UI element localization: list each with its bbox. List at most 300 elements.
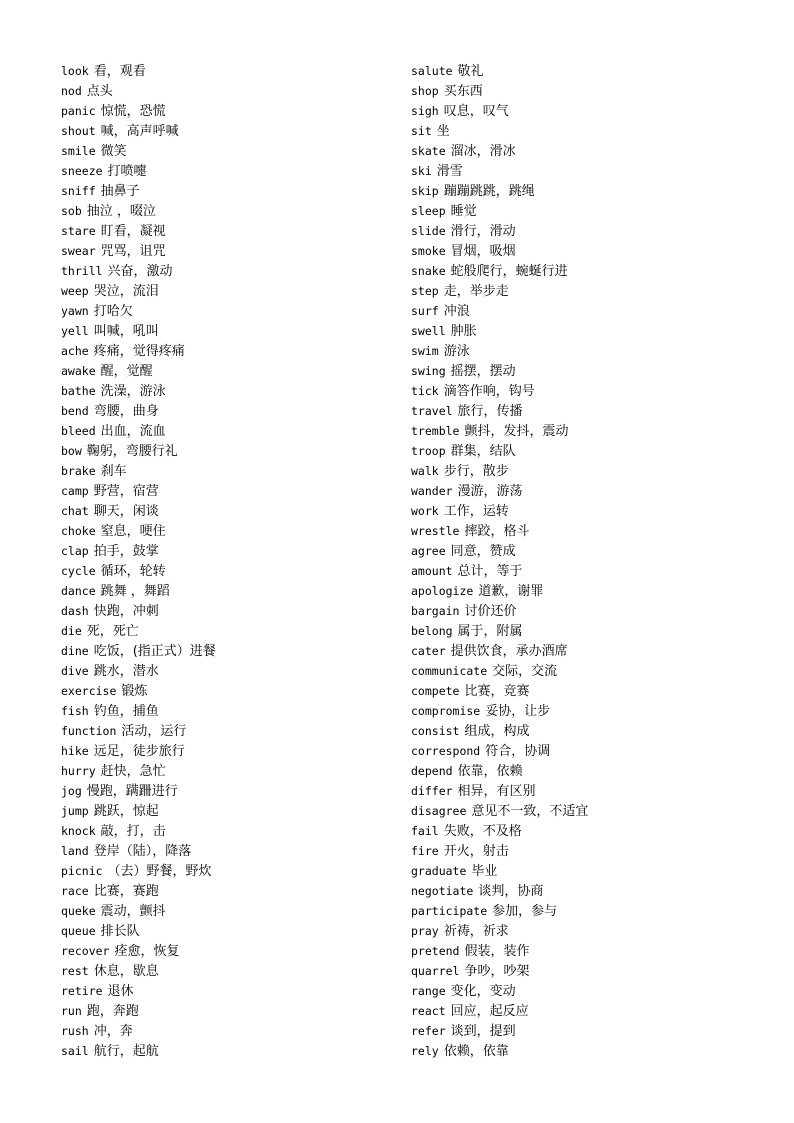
vocab-entry — [61, 301, 401, 321]
vocab-entry — [411, 141, 781, 161]
vocab-meaning: 祈祷，祈求 — [443, 924, 509, 939]
vocab-meaning: 走，举步走 — [443, 284, 509, 299]
vocab-entry — [411, 121, 781, 141]
vocab-word: panic — [61, 104, 96, 118]
vocab-entry — [61, 801, 401, 821]
vocab-meaning: 跳跃，惊起 — [93, 804, 159, 819]
vocab-meaning: 叫喊，吼叫 — [93, 324, 159, 339]
vocab-meaning: 买东西 — [443, 84, 483, 99]
vocab-word: recover — [61, 944, 110, 958]
vocab-entry — [61, 381, 401, 401]
vocab-word: apologize — [411, 584, 474, 598]
vocab-meaning: 变化，变动 — [450, 984, 516, 999]
vocab-word: bleed — [61, 424, 96, 438]
vocab-entry — [61, 901, 401, 921]
vocab-meaning: 醒，觉醒 — [100, 364, 153, 379]
vocab-word: compromise — [411, 704, 481, 718]
vocab-word: awake — [61, 364, 96, 378]
vocab-meaning: 步行，散步 — [443, 464, 509, 479]
vocab-word: sniff — [61, 184, 96, 198]
vocab-word: fail — [411, 824, 439, 838]
vocab-entry — [411, 681, 781, 701]
vocab-meaning: 喊，高声呼喊 — [100, 124, 179, 139]
vocab-entry — [61, 541, 401, 561]
vocab-entry — [61, 1041, 401, 1061]
vocab-entry — [61, 281, 401, 301]
vocab-meaning: 活动，运行 — [121, 724, 187, 739]
vocab-word: exercise — [61, 684, 117, 698]
vocab-entry — [411, 481, 781, 501]
vocab-entry — [411, 401, 781, 421]
vocab-entry — [61, 461, 401, 481]
vocab-entry — [61, 361, 401, 381]
vocab-word: brake — [61, 464, 96, 478]
vocab-entry — [61, 581, 401, 601]
vocab-word: belong — [411, 624, 453, 638]
vocab-meaning: 休息，歇息 — [93, 964, 159, 979]
vocab-meaning: 吃饭，(指正式）进餐 — [93, 644, 216, 659]
vocab-word: bargain — [411, 604, 460, 618]
vocab-word: swell — [411, 324, 446, 338]
vocab-entry — [61, 521, 401, 541]
vocab-entry — [61, 221, 401, 241]
vocab-word: skate — [411, 144, 446, 158]
vocab-meaning: 兴奋，激动 — [107, 264, 173, 279]
vocab-entry — [411, 441, 781, 461]
vocab-entry — [61, 921, 401, 941]
vocab-meaning: 死，死亡 — [86, 624, 139, 639]
vocab-entry — [411, 261, 781, 281]
vocab-meaning: 坐 — [436, 124, 450, 139]
vocab-meaning: 冲，奔 — [93, 1024, 133, 1039]
vocab-meaning: 意见不一致，不适宜 — [471, 804, 589, 819]
vocab-word: dance — [61, 584, 96, 598]
vocab-meaning: 游泳 — [443, 344, 470, 359]
vocab-entry — [61, 241, 401, 261]
vocab-word: stare — [61, 224, 96, 238]
vocab-meaning: 滑雪 — [436, 164, 463, 179]
vocab-entry — [61, 121, 401, 141]
vocab-word: communicate — [411, 664, 488, 678]
vocab-entry — [411, 981, 781, 1001]
vocab-meaning: 盯看，凝视 — [100, 224, 166, 239]
vocab-meaning: 颤抖，发抖，震动 — [464, 424, 569, 439]
vocab-entry — [411, 561, 781, 581]
vocab-meaning: 惊慌，恐慌 — [100, 104, 166, 119]
vocab-entry — [61, 621, 401, 641]
vocab-meaning: 跑，奔跑 — [86, 1004, 139, 1019]
vocab-word: yawn — [61, 304, 89, 318]
vocab-meaning: 滴答作响，钩号 — [443, 384, 535, 399]
vocab-word: sob — [61, 204, 82, 218]
vocab-word: dive — [61, 664, 89, 678]
vocab-meaning: 提供饮食，承办酒席 — [450, 644, 568, 659]
vocab-entry — [61, 981, 401, 1001]
vocab-entry — [411, 81, 781, 101]
vocab-entry — [411, 881, 781, 901]
vocab-word: rest — [61, 964, 89, 978]
vocab-meaning: 点头 — [86, 84, 113, 99]
vocab-meaning: 鞠躬，弯腰行礼 — [86, 444, 178, 459]
vocab-meaning: 聊天，闲谈 — [93, 504, 159, 519]
vocab-word: queue — [61, 924, 96, 938]
vocab-entry — [411, 521, 781, 541]
vocab-meaning: 争吵，吵架 — [464, 964, 530, 979]
vocab-word: react — [411, 1004, 446, 1018]
vocab-meaning: 组成，构成 — [464, 724, 530, 739]
vocab-word: pretend — [411, 944, 460, 958]
vocab-entry — [411, 921, 781, 941]
vocab-entry — [61, 861, 401, 881]
vocab-meaning: 谈到，提到 — [450, 1024, 516, 1039]
vocab-entry — [411, 221, 781, 241]
vocab-entry — [61, 341, 401, 361]
vocab-meaning: 叹息，叹气 — [443, 104, 509, 119]
vocab-entry — [411, 321, 781, 341]
vocab-word: pray — [411, 924, 439, 938]
vocab-word: jog — [61, 784, 82, 798]
vocab-entry — [411, 201, 781, 221]
vocab-entry — [411, 181, 781, 201]
vocab-word: bend — [61, 404, 89, 418]
vocab-meaning: 工作，运转 — [443, 504, 509, 519]
vocab-entry — [411, 281, 781, 301]
vocab-entry — [61, 81, 401, 101]
vocab-entry — [61, 141, 401, 161]
vocab-meaning: 抽鼻子 — [100, 184, 140, 199]
vocab-entry — [61, 501, 401, 521]
vocab-word: correspond — [411, 744, 481, 758]
vocab-entry — [411, 421, 781, 441]
vocab-meaning: 假装，装作 — [464, 944, 530, 959]
vocab-word: retire — [61, 984, 103, 998]
vocab-entry — [61, 421, 401, 441]
vocab-meaning: 符合，协调 — [485, 744, 551, 759]
vocab-meaning: 比赛，赛跑 — [93, 884, 159, 899]
vocab-entry — [61, 641, 401, 661]
vocab-meaning: 排长队 — [100, 924, 140, 939]
vocab-meaning: 哭泣，流泪 — [93, 284, 159, 299]
vocab-entry — [61, 781, 401, 801]
vocab-word: cycle — [61, 564, 96, 578]
vocab-word: bow — [61, 444, 82, 458]
vocab-meaning: 群集，结队 — [450, 444, 516, 459]
vocab-meaning: 刹车 — [100, 464, 127, 479]
vocab-entry — [411, 841, 781, 861]
vocab-word: quarrel — [411, 964, 460, 978]
vocab-word: agree — [411, 544, 446, 558]
vocab-word: hurry — [61, 764, 96, 778]
vocab-word: sail — [61, 1044, 89, 1058]
vocab-meaning: 看，观看 — [93, 64, 146, 79]
vocab-word: depend — [411, 764, 453, 778]
vocab-word: queke — [61, 904, 96, 918]
vocab-meaning: 相异，有区别 — [457, 784, 536, 799]
vocabulary-column-right — [411, 61, 781, 1061]
vocab-word: fish — [61, 704, 89, 718]
vocab-entry — [61, 161, 401, 181]
vocab-meaning: 敬礼 — [457, 64, 484, 79]
vocab-meaning: 微笑 — [100, 144, 127, 159]
vocab-meaning: 窒息，哽住 — [100, 524, 166, 539]
vocab-word: sigh — [411, 104, 439, 118]
vocab-meaning: 睡觉 — [450, 204, 477, 219]
vocab-meaning: 钓鱼，捕鱼 — [93, 704, 159, 719]
vocab-entry — [411, 721, 781, 741]
vocab-entry — [411, 1041, 781, 1061]
vocab-meaning: 登岸（陆），降落 — [93, 844, 192, 859]
vocab-entry — [61, 481, 401, 501]
vocab-meaning: 谈判，协商 — [478, 884, 544, 899]
vocab-word: smoke — [411, 244, 446, 258]
vocab-meaning: 抽泣 ，啜泣 — [86, 204, 156, 219]
vocab-meaning: 开火，射击 — [443, 844, 509, 859]
vocab-entry — [411, 361, 781, 381]
vocab-meaning: 滑行，滑动 — [450, 224, 516, 239]
vocab-meaning: 讨价还价 — [464, 604, 517, 619]
vocab-meaning: 拍手，鼓掌 — [93, 544, 159, 559]
vocab-meaning: 妥协，让步 — [485, 704, 551, 719]
vocab-word: choke — [61, 524, 96, 538]
vocab-meaning: 快跑，冲刺 — [93, 604, 159, 619]
vocab-word: swing — [411, 364, 446, 378]
vocab-word: wrestle — [411, 524, 460, 538]
vocab-meaning: 摔跤，格斗 — [464, 524, 530, 539]
vocab-word: smile — [61, 144, 96, 158]
vocab-meaning: 痊愈，恢复 — [114, 944, 180, 959]
vocab-word: run — [61, 1004, 82, 1018]
vocab-meaning: 慢跑，蹒跚进行 — [86, 784, 178, 799]
vocab-meaning: 弯腰，曲身 — [93, 404, 159, 419]
vocab-entry — [411, 701, 781, 721]
vocab-word: ache — [61, 344, 89, 358]
vocab-entry — [61, 401, 401, 421]
vocab-entry — [411, 301, 781, 321]
vocab-entry — [61, 881, 401, 901]
vocab-meaning: 漫游，游荡 — [457, 484, 523, 499]
vocab-word: hike — [61, 744, 89, 758]
vocab-word: differ — [411, 784, 453, 798]
vocab-entry — [411, 501, 781, 521]
vocab-meaning: 跳水，潜水 — [93, 664, 159, 679]
vocab-word: fire — [411, 844, 439, 858]
vocab-word: tick — [411, 384, 439, 398]
vocab-entry — [411, 941, 781, 961]
vocab-word: cater — [411, 644, 446, 658]
vocab-entry — [411, 581, 781, 601]
vocab-meaning: 震动，颤抖 — [100, 904, 166, 919]
vocab-entry — [411, 341, 781, 361]
vocab-meaning: 蛇般爬行，蜿蜒行进 — [450, 264, 568, 279]
vocab-meaning: 交际，交流 — [492, 664, 558, 679]
vocab-word: consist — [411, 724, 460, 738]
vocab-word: snake — [411, 264, 446, 278]
vocab-meaning: 跳舞 ，舞蹈 — [100, 584, 170, 599]
vocab-entry — [411, 621, 781, 641]
vocab-word: participate — [411, 904, 488, 918]
vocab-word: race — [61, 884, 89, 898]
vocab-entry — [61, 601, 401, 621]
vocab-meaning: 道歉，谢罪 — [478, 584, 544, 599]
vocab-word: thrill — [61, 264, 103, 278]
vocab-entry — [411, 1001, 781, 1021]
vocab-word: amount — [411, 564, 453, 578]
vocab-entry — [411, 601, 781, 621]
vocab-entry — [411, 761, 781, 781]
vocab-entry — [61, 841, 401, 861]
vocab-entry — [411, 901, 781, 921]
vocab-word: step — [411, 284, 439, 298]
vocab-meaning: 摇摆，摆动 — [450, 364, 516, 379]
vocab-word: nod — [61, 84, 82, 98]
vocab-word: disagree — [411, 804, 467, 818]
vocab-entry — [61, 741, 401, 761]
vocab-entry — [411, 461, 781, 481]
vocab-entry — [61, 261, 401, 281]
vocab-entry — [411, 661, 781, 681]
vocab-meaning: 野营，宿营 — [93, 484, 159, 499]
vocab-word: sit — [411, 124, 432, 138]
vocab-word: negotiate — [411, 884, 474, 898]
vocab-meaning: 总计，等于 — [457, 564, 523, 579]
vocab-word: wander — [411, 484, 453, 498]
vocab-word: salute — [411, 64, 453, 78]
vocab-word: clap — [61, 544, 89, 558]
vocab-word: surf — [411, 304, 439, 318]
vocab-meaning: 锻炼 — [121, 684, 148, 699]
vocab-word: knock — [61, 824, 96, 838]
vocab-meaning: 赶快，急忙 — [100, 764, 166, 779]
vocab-entry — [61, 441, 401, 461]
vocab-meaning: 航行，起航 — [93, 1044, 159, 1059]
vocab-meaning: 肿胀 — [450, 324, 477, 339]
vocab-entry — [411, 241, 781, 261]
vocab-word: chat — [61, 504, 89, 518]
vocab-entry — [61, 701, 401, 721]
vocab-entry — [61, 321, 401, 341]
vocab-word: shout — [61, 124, 96, 138]
vocab-meaning: 出血，流血 — [100, 424, 166, 439]
vocab-entry — [61, 181, 401, 201]
vocab-meaning: 打哈欠 — [93, 304, 133, 319]
vocab-word: work — [411, 504, 439, 518]
vocab-word: ski — [411, 164, 432, 178]
vocab-meaning: 循环，轮转 — [100, 564, 166, 579]
vocab-word: dash — [61, 604, 89, 618]
vocab-meaning: （去）野餐，野炊 — [107, 864, 212, 879]
vocab-word: bathe — [61, 384, 96, 398]
vocab-word: range — [411, 984, 446, 998]
vocab-word: weep — [61, 284, 89, 298]
vocab-entry — [411, 801, 781, 821]
vocab-meaning: 退休 — [107, 984, 134, 999]
vocab-meaning: 蹦蹦跳跳，跳绳 — [443, 184, 535, 199]
vocab-word: troop — [411, 444, 446, 458]
vocab-word: shop — [411, 84, 439, 98]
vocab-word: sleep — [411, 204, 446, 218]
vocab-word: tremble — [411, 424, 460, 438]
vocab-meaning: 溜冰，滑冰 — [450, 144, 516, 159]
vocab-meaning: 依赖，依靠 — [443, 1044, 509, 1059]
vocab-entry — [61, 721, 401, 741]
vocab-word: travel — [411, 404, 453, 418]
vocab-meaning: 毕业 — [471, 864, 498, 879]
vocab-word: rely — [411, 1044, 439, 1058]
vocab-word: die — [61, 624, 82, 638]
vocab-meaning: 比赛，竞赛 — [464, 684, 530, 699]
vocab-meaning: 打喷嚏 — [107, 164, 147, 179]
vocab-meaning: 属于，附属 — [457, 624, 523, 639]
vocab-entry — [61, 101, 401, 121]
vocab-meaning: 参加，参与 — [492, 904, 558, 919]
vocab-entry — [61, 201, 401, 221]
vocab-word: swear — [61, 244, 96, 258]
vocab-word: skip — [411, 184, 439, 198]
vocab-entry — [61, 961, 401, 981]
vocab-word: land — [61, 844, 89, 858]
vocab-meaning: 咒骂，诅咒 — [100, 244, 166, 259]
vocab-word: sneeze — [61, 164, 103, 178]
vocab-entry — [411, 541, 781, 561]
vocab-word: swim — [411, 344, 439, 358]
vocab-word: refer — [411, 1024, 446, 1038]
vocabulary-column-left — [61, 61, 401, 1061]
vocab-entry — [411, 861, 781, 881]
vocab-word: camp — [61, 484, 89, 498]
vocab-meaning: 洗澡，游泳 — [100, 384, 166, 399]
vocab-word: yell — [61, 324, 89, 338]
vocab-meaning: 敲，打，击 — [100, 824, 166, 839]
vocab-entry — [61, 1021, 401, 1041]
vocab-entry — [411, 381, 781, 401]
vocab-meaning: 冒烟，吸烟 — [450, 244, 516, 259]
vocab-word: graduate — [411, 864, 467, 878]
vocab-entry — [61, 681, 401, 701]
vocab-meaning: 冲浪 — [443, 304, 470, 319]
vocab-entry — [61, 61, 401, 81]
vocab-entry — [411, 741, 781, 761]
vocab-entry — [61, 561, 401, 581]
vocab-word: rush — [61, 1024, 89, 1038]
vocab-entry — [61, 661, 401, 681]
vocab-word: function — [61, 724, 117, 738]
vocab-meaning: 同意，赞成 — [450, 544, 516, 559]
vocab-meaning: 回应，起反应 — [450, 1004, 529, 1019]
vocab-word: slide — [411, 224, 446, 238]
vocab-word: walk — [411, 464, 439, 478]
vocab-entry — [411, 61, 781, 81]
vocab-meaning: 远足，徒步旅行 — [93, 744, 185, 759]
vocab-entry — [411, 1021, 781, 1041]
vocab-meaning: 旅行，传播 — [457, 404, 523, 419]
vocab-meaning: 失败，不及格 — [443, 824, 522, 839]
vocab-entry — [61, 941, 401, 961]
vocab-entry — [411, 161, 781, 181]
vocab-word: compete — [411, 684, 460, 698]
vocab-entry — [411, 961, 781, 981]
vocab-entry — [411, 641, 781, 661]
vocab-word: jump — [61, 804, 89, 818]
vocab-word: look — [61, 64, 89, 78]
vocab-entry — [61, 1001, 401, 1021]
vocab-entry — [61, 761, 401, 781]
vocab-word: picnic — [61, 864, 103, 878]
vocab-meaning: 疼痛，觉得疼痛 — [93, 344, 185, 359]
vocab-meaning: 依靠，依赖 — [457, 764, 523, 779]
vocab-entry — [411, 821, 781, 841]
vocab-word: dine — [61, 644, 89, 658]
vocab-entry — [61, 821, 401, 841]
